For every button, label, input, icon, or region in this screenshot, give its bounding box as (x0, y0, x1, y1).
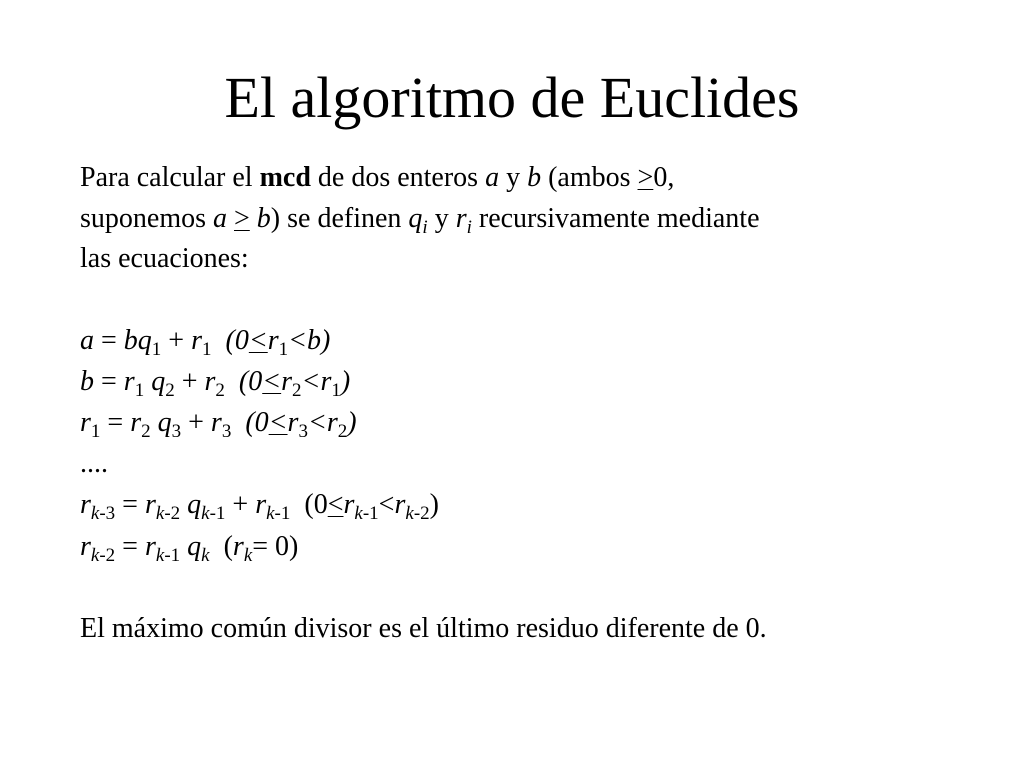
equation-1: $a = bq_1 + r_1$ $(0<r_1<b)$ (80, 325, 331, 360)
equation-2: $b = r_1$ $q_2 + r_2$ $(0<r_2<r_1)$ (80, 366, 351, 401)
conclusion-text: El máximo común divisor es el último residuo diferente de 0. (80, 613, 767, 644)
slide-title: El algoritmo de Euclides (224, 65, 800, 130)
intro-line-3: las ecuaciones: (80, 243, 249, 274)
equation-3: $r_1 = r_2$ $q_3 + r_3$ $(0<r_3<r_2)$ (80, 407, 357, 442)
intro-line-1: Para calcular el mcd de dos enteros a y b (ambos >0, (80, 162, 675, 193)
ellipsis-line: .... (80, 448, 108, 479)
intro-line-2: suponemos a > b) se definen $q_i$ y $r_i$ recursivamente mediante (80, 203, 760, 238)
equation-5: $r_{k-2} = r_{k-1}$ $q_k$ $(r_k= 0)$ (80, 531, 299, 566)
mcd-term: mcd (259, 162, 311, 193)
equation-4: $r_{k-3} = r_{k-2}$ $q_{k-1} + r_{k-1}$ $(0<r_{k-1}<r_{k-2})$ (80, 489, 439, 524)
